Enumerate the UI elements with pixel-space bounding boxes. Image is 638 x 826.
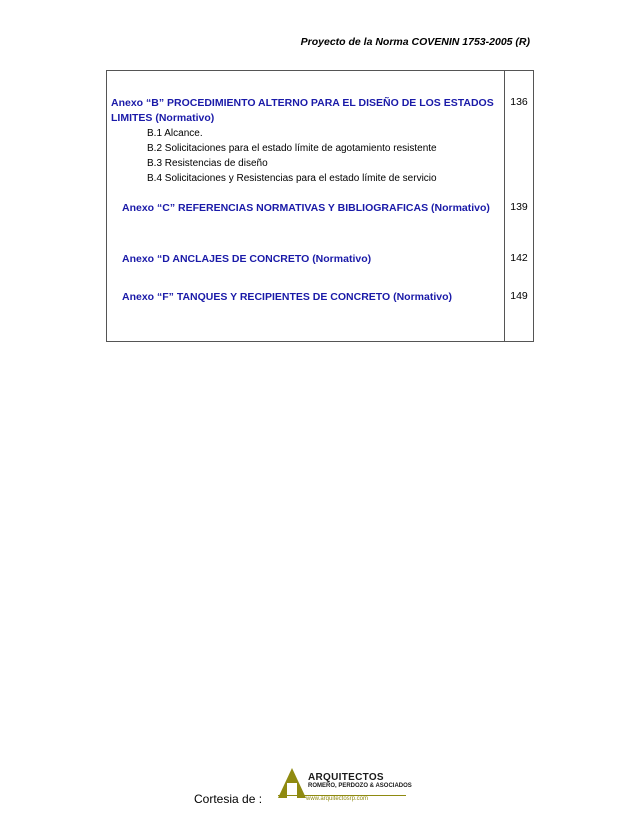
toc-entry-annex-b[interactable]: Anexo “B” PROCEDIMIENTO ALTERNO PARA EL DISEÑO DE LOS ESTADOS LIMITES (Normativo) bbox=[111, 97, 494, 124]
page-header: Proyecto de la Norma COVENIN 1753-2005 (R) bbox=[300, 36, 530, 48]
toc-entry-annex-f[interactable]: Anexo “F” TANQUES Y RECIPIENTES DE CONCRETO (Normativo) bbox=[122, 291, 453, 303]
column-divider bbox=[504, 71, 505, 341]
logo-subname: ROMERO, PERDOZO & ASOCIADOS bbox=[308, 783, 412, 789]
toc-page-annex-f: 149 bbox=[510, 290, 528, 302]
toc-page-annex-d: 142 bbox=[510, 252, 528, 264]
logo-url: www.arquitectosrp.com bbox=[306, 796, 369, 802]
toc-subentry[interactable]: B.4 Solicitaciones y Resistencias para el estado límite de servicio bbox=[147, 173, 437, 184]
toc-subentry[interactable]: B.2 Solicitaciones para el estado límite de agotamiento resistente bbox=[147, 143, 437, 154]
courtesy-label: Cortesia de : bbox=[194, 792, 263, 806]
toc-subentry[interactable]: B.1 Alcance. bbox=[147, 128, 203, 139]
toc-page-annex-b: 136 bbox=[510, 96, 528, 108]
toc-subentries-annex-b bbox=[147, 126, 437, 186]
toc-entry-annex-c[interactable]: Anexo “C” REFERENCIAS NORMATIVAS Y BIBLIOGRAFICAS (Normativo) bbox=[122, 202, 490, 214]
toc-page-annex-c: 139 bbox=[510, 201, 528, 213]
toc-subentry[interactable]: B.3 Resistencias de diseño bbox=[147, 158, 268, 169]
company-logo bbox=[278, 768, 412, 804]
table-of-contents bbox=[106, 70, 534, 342]
logo-name: ARQUITECTOS bbox=[308, 772, 384, 783]
toc-entry-annex-d[interactable]: Anexo “D ANCLAJES DE CONCRETO (Normativo) bbox=[122, 253, 372, 265]
